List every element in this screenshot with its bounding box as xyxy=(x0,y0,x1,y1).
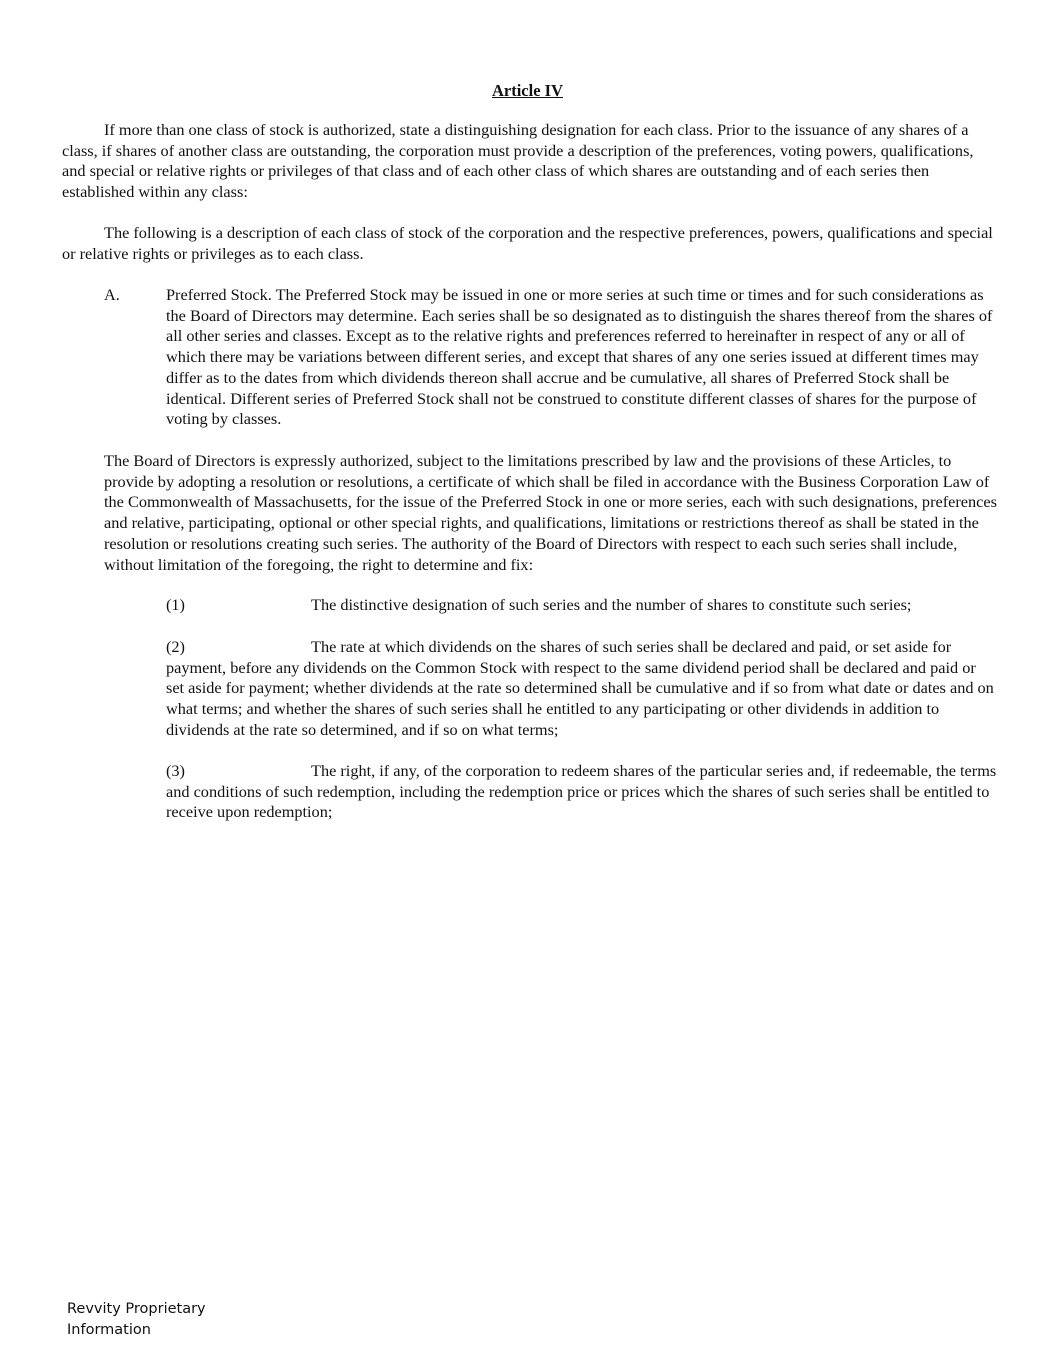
proprietary-footer xyxy=(67,1299,206,1341)
item-body: Preferred Stock. The Preferred Stock may be issued in one or more series at such time or times and for such considerations as the Board of Directors may determine. Each series shall be so designated as to distinguish the shares thereof from the shares of all other series and classes. Except as to the relative rights and preferences referred to hereinafter in respect of any or all of which there may be variations between different series, and except that shares of any one series issued at different times may differ as to the dates from which dividends thereon shall accrue and be cumulative, all shares of Preferred Stock shall be identical. Different series of Preferred Stock shall not be construed to constitute different classes of shares for the purpose of voting by classes. xyxy=(166,285,993,429)
subitem-text: The right, if any, of the corporation to redeem shares of the particular series and, if redeemable, the terms and conditions of such redemption, including the redemption price or prices which the shares of such series shall be entitled to receive upon redemption; xyxy=(166,761,997,822)
subitem-number: (3) xyxy=(166,761,185,780)
item-label: A. xyxy=(104,285,120,304)
footer-line: Information xyxy=(67,1322,151,1338)
subitem-number: (2) xyxy=(166,637,185,656)
board-authority-paragraph: The Board of Directors is expressly authorized, subject to the limitations prescribed by law and the provisions of these Articles, to provide by adopting a resolution or resolutions, a certificate of which shall be filed in accordance with the Business Corporation Law of the Commonwealth of Massachusetts, for the issue of the Preferred Stock in one or more series, each with such designations, preferences and relative, participating, optional or other special rights, and qualifications, limitations or restrictions thereof as shall be stated in the resolution or resolutions creating such series. The authority of the Board of Directors with respect to each such series shall include, without limitation of the foregoing, the right to determine and fix: xyxy=(104,451,997,574)
intro-paragraph: If more than one class of stock is authorized, state a distinguishing designation for each class. Prior to the issuance of any shares of a class, if shares of another class are outstanding, the corporation must provide a description of the preferences, voting powers, qualifications, and special or relative rights or privileges of that class and of each other class of which shares are outstanding and of each series then established within any class: xyxy=(62,120,974,202)
subitem-text: The rate at which dividends on the shares of such series shall be declared and paid, or set aside for payment, before any dividends on the Common Stock with respect to the same dividend period shall be declared and paid or set aside for payment; whether dividends at the rate so determined shall be cumulative and if so from what date or dates and on what terms; and whether the shares of such series shall he entitled to any participating or other dividends in addition to dividends at the rate so determined, and if so on what terms; xyxy=(166,637,994,739)
subitem-text: The distinctive designation of such series and the number of shares to constitute such series; xyxy=(311,595,912,614)
article-title: Article IV xyxy=(491,81,563,100)
subitem xyxy=(166,761,997,823)
description-paragraph: The following is a description of each class of stock of the corporation and the respective preferences, powers, qualifications and special or relative rights or privileges as to each class. xyxy=(62,223,993,263)
subitem xyxy=(166,637,997,741)
subitem xyxy=(166,595,997,616)
footer-line: Revvity Proprietary xyxy=(67,1301,206,1317)
subitem-number: (1) xyxy=(166,595,185,614)
